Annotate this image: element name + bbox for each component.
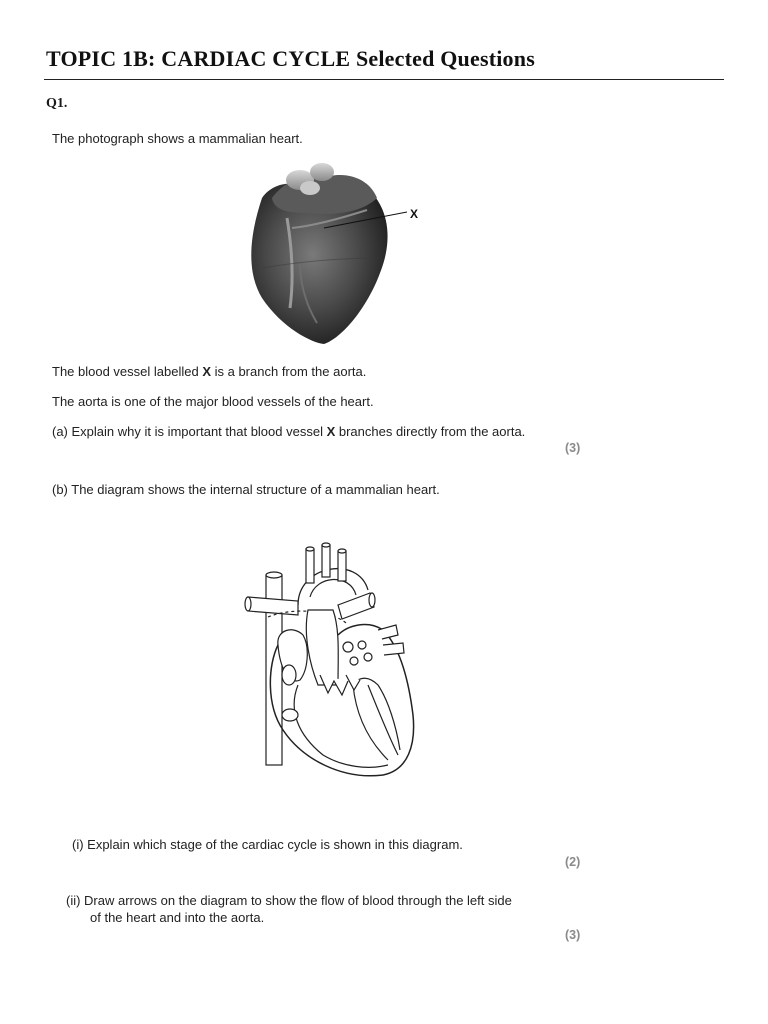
question-b-i-marks: (2) <box>565 855 581 869</box>
heart-internal-diagram <box>238 535 418 785</box>
page-title: TOPIC 1B: CARDIAC CYCLE Selected Questions <box>46 46 535 71</box>
question-b-ii-marks: (3) <box>565 928 581 942</box>
intro-text: The photograph shows a mammalian heart. <box>52 131 303 146</box>
question-b: (b) The diagram shows the internal structure of a mammalian heart. <box>52 482 440 497</box>
question-b-ii-line2: of the heart and into the aorta. <box>90 910 265 925</box>
title-divider <box>44 79 724 80</box>
heart-photograph <box>232 158 432 348</box>
question-a: (a) Explain why it is important that blood vessel X branches directly from the aorta. <box>52 424 526 439</box>
question-b-ii-line1: (ii) Draw arrows on the diagram to show the flow of blood through the left side <box>66 893 512 908</box>
question-number: Q1. <box>46 96 68 111</box>
question-b-i: (i) Explain which stage of the cardiac cycle is shown in this diagram. <box>72 837 463 852</box>
question-a-marks: (3) <box>565 441 581 455</box>
vessel-text: The blood vessel labelled X is a branch from the aorta. <box>52 364 367 379</box>
photo-label-x: X <box>410 207 419 221</box>
aorta-text: The aorta is one of the major blood vessels of the heart. <box>52 394 374 409</box>
